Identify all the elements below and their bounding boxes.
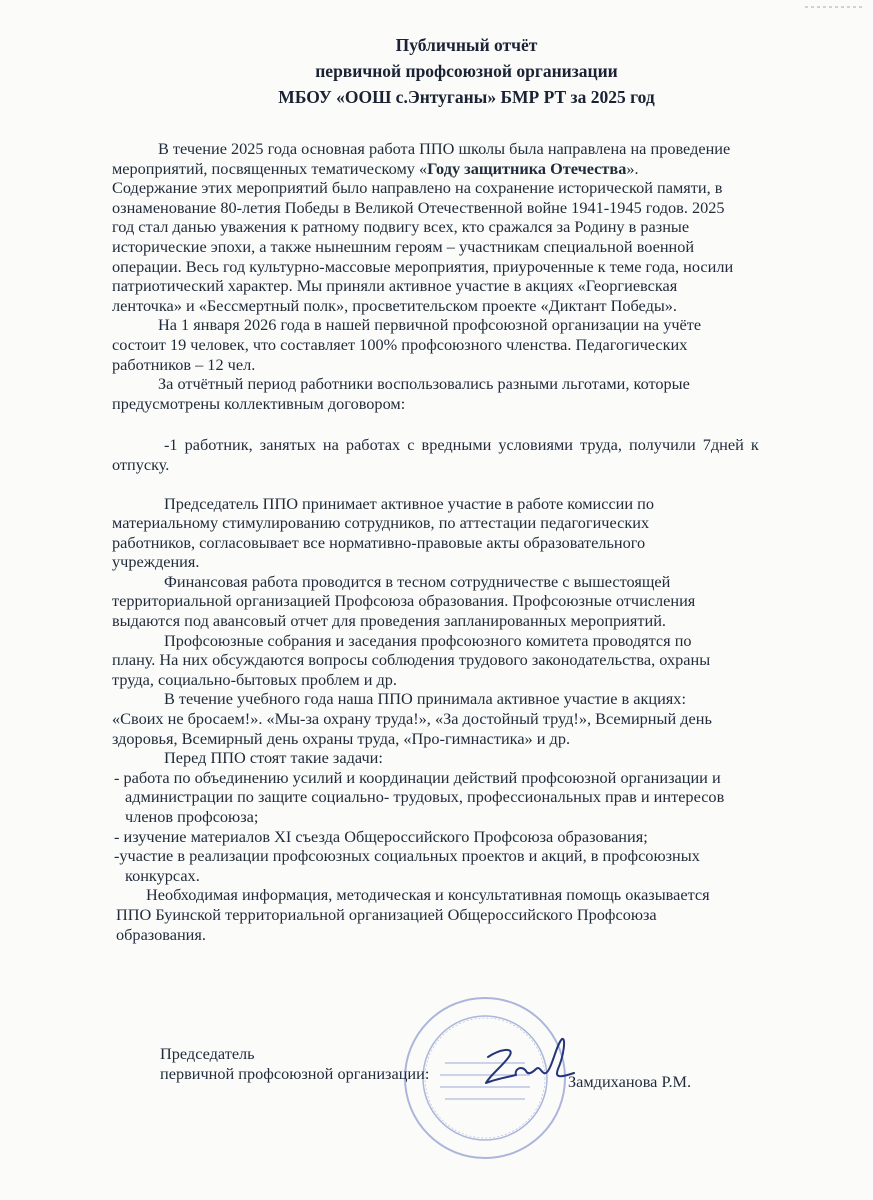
year-theme: Году защитника Отечества — [427, 158, 627, 178]
handwritten-signature — [470, 1035, 580, 1095]
document-body — [112, 139, 832, 944]
scan-artifact-dashes — [805, 4, 865, 10]
paragraph-benefits: За отчётный период работники воспользовались разными льготами, которые предусмотрены коллективным договором: — [112, 374, 690, 413]
title-line-3: МБОУ «ООШ с.Энтуганы» БМР РТ за 2025 год — [278, 87, 655, 107]
task-item: - работа по объединению усилий и координации действий профсоюзной организации и — [114, 767, 721, 787]
title-line-1: Публичный отчёт — [395, 35, 538, 55]
paragraph-meetings: Профсоюзные собрания и заседания профсоюзного комитета проводятся по плану. На них обсуждаются вопросы соблюдения трудового законодательства, охраны труда, социально-бытовых проблем и др. — [112, 630, 711, 689]
paragraph-membership: На 1 января 2026 года в нашей первичной профсоюзной организации на учёте состоит 19 человек, что составляет 100% профсоюзного членства. Педагогических работников – 12 чел. — [112, 315, 702, 374]
paragraph-campaigns: В течение учебного года наша ППО принимала активное участие в акциях: «Своих не бросаем!». «Мы-за охрану труда!», «За достойный труд!», Всемирный день здоровья, Всемирный день охраны труда, «Про-гимнастика» и др. — [112, 689, 712, 748]
document-title — [0, 32, 873, 110]
signer-role-line-2: первичной профсоюзной организации: — [160, 1064, 430, 1083]
task-item: - изучение материалов XI съезда Общероссийского Профсоюза образования; — [114, 826, 648, 846]
paragraph-leave: -1 работник, занятых на работах с вредными условиями труда, получили 7дней к отпуску. — [112, 435, 759, 474]
paragraph-chairman: Председатель ППО принимает активное участие в работе комиссии по материальному стимулированию сотрудников, по аттестации педагогических работников, согласовывает все нормативно-правовые акты образовательного учреждения. — [112, 493, 655, 572]
title-line-2: первичной профсоюзной организации — [315, 61, 618, 81]
signer-role-line-1: Председатель — [160, 1044, 255, 1063]
paragraph-finance: Финансовая работа проводится в тесном сотрудничестве с вышестоящей территориальной организацией Профсоюза образования. Профсоюзные отчисления выдаются под авансовый отчет для проведения запланированных мероприятий. — [112, 571, 696, 631]
paragraph-theme: В течение 2025 года основная работа ППО школы была направлена на проведение мероприятий, посвященных тематическому «Году защитника Отечества». Содержание этих мероприятий было направлено на сохранение исторической памяти, в ознаменование 80-летия Победы в Великой Отечественной войне 1941-1945 годов. 2025 год стал данью уважения к ратному подвигу всех, кто сражался за Родину в разные исторические эпохи, а также нынешним героям – участникам специальной военной операции. Весь год культурно-массовые мероприятия, приуроченные к теме года, носили патриотический характер. Мы приняли активное участие в акциях «Георгиевская ленточка» и «Бессмертный полк», просветительском проекте «Диктант Победы». — [112, 139, 734, 315]
task-item: -участие в реализации профсоюзных социальных проектов и акций, в профсоюзных — [114, 846, 700, 866]
paragraph-support: Необходимая информация, методическая и консультативная помощь оказывается ППО Буинской территориальной организацией Общероссийского Профсоюза образования. — [116, 885, 710, 944]
signature-block — [160, 1044, 692, 1091]
paragraph-tasks: Перед ППО стоят такие задачи: - работа по объединению усилий и координации действий профсоюзной организации и администрации по защите социально- трудовых, профессиональных прав и интересов членов профсоюза; - изучение материалов XI съезда Общероссийского Профсоюза образования; -участие в реализации профсоюзных социальных проектов и акций, в профсоюзных конкурсах. — [112, 748, 832, 885]
signer-name: Замдиханова Р.М. — [568, 1072, 692, 1091]
